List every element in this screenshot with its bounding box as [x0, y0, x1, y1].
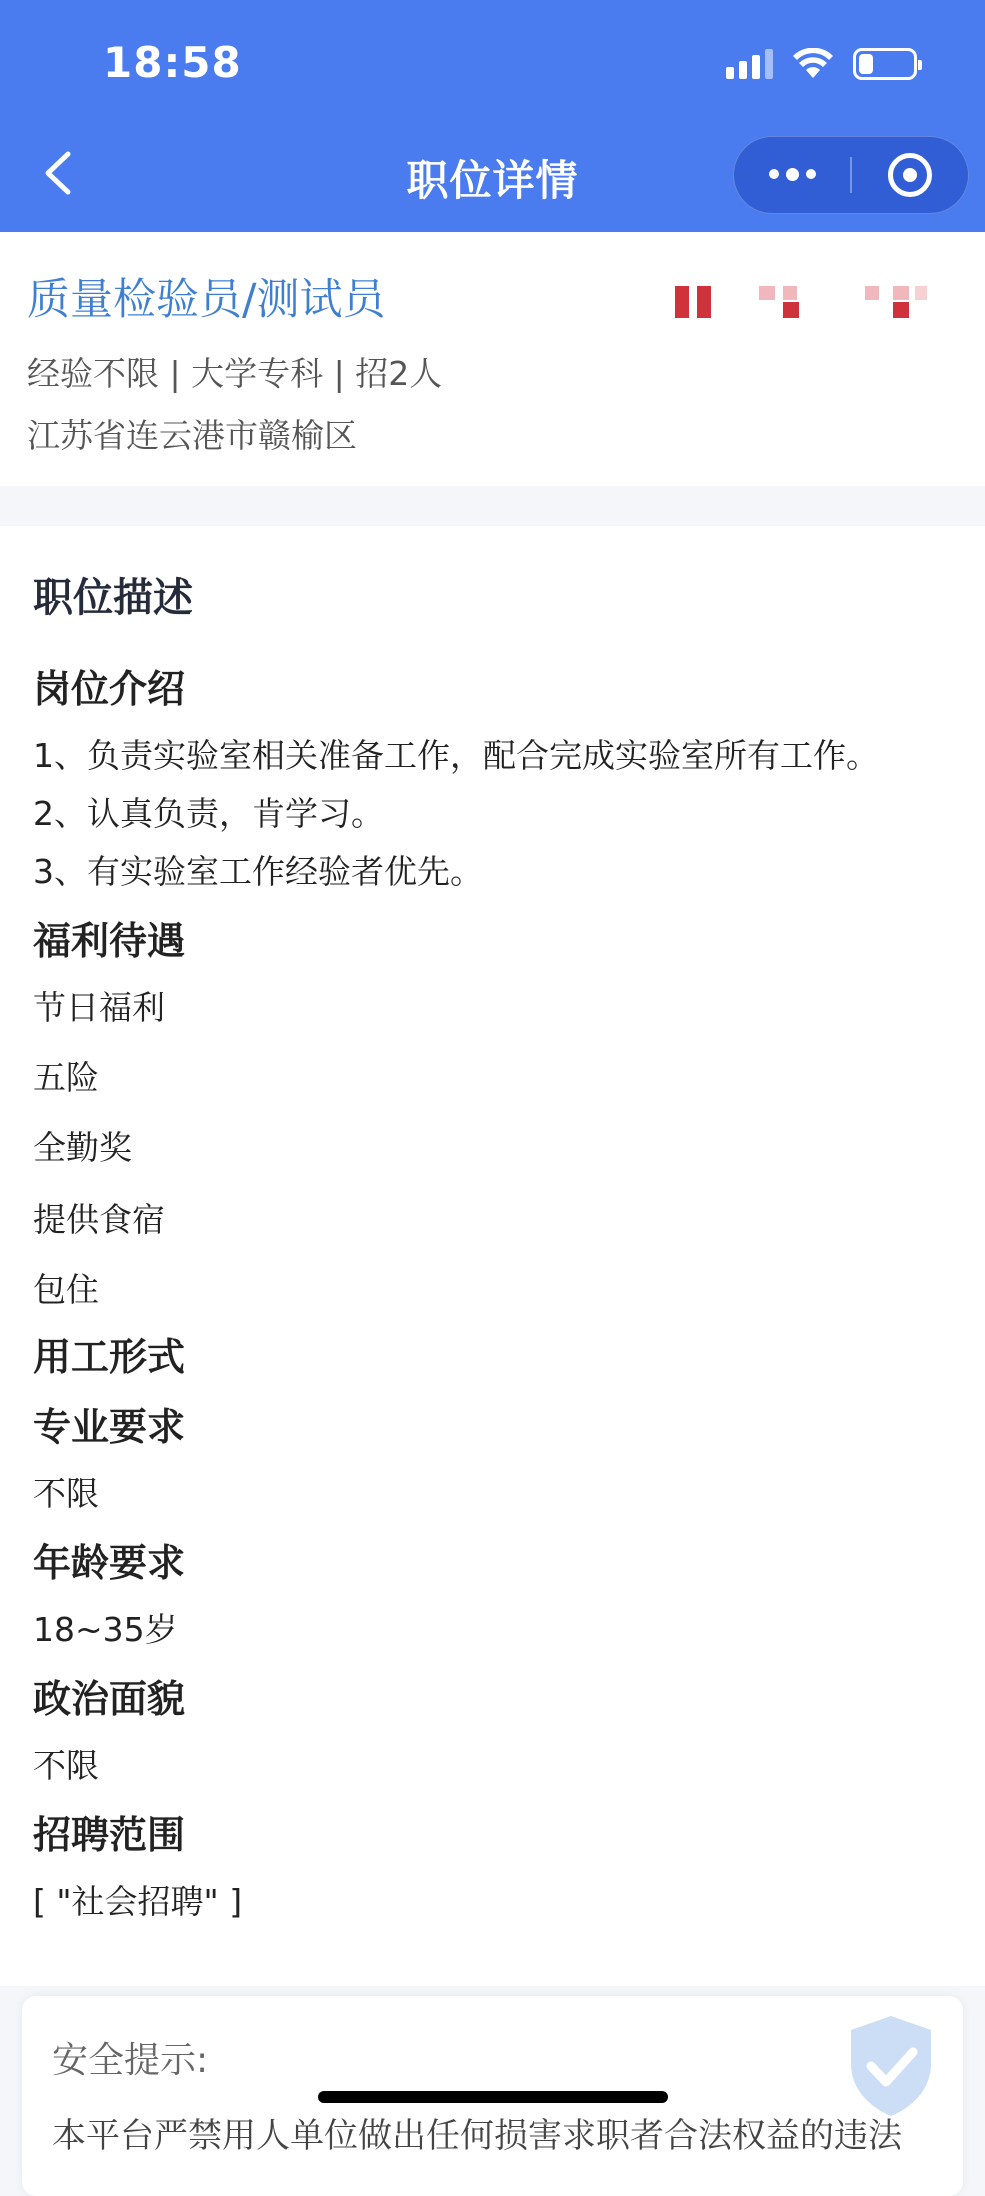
major-value: 不限	[33, 1474, 99, 1513]
safety-title: 安全提示:	[52, 2040, 209, 2081]
mini-program-capsule	[733, 136, 969, 214]
job-title: 质量检验员/测试员	[27, 275, 386, 325]
home-indicator	[318, 2091, 668, 2103]
description-heading: 职位描述	[33, 575, 193, 621]
more-button[interactable]	[734, 136, 850, 214]
intro-line: 2、认真负责，肯学习。	[33, 794, 384, 833]
benefit-item: 五险	[33, 1058, 99, 1097]
job-location: 江苏省连云港市赣榆区	[27, 416, 357, 455]
safety-text: 本平台严禁用人单位做出任何损害求职者合法权益的违法	[52, 2116, 902, 2156]
employment-heading: 用工形式	[33, 1335, 186, 1379]
nav-header	[0, 0, 985, 232]
scope-heading: 招聘范围	[33, 1813, 186, 1857]
political-value: 不限	[33, 1746, 99, 1785]
benefit-item: 节日福利	[33, 988, 165, 1027]
intro-line: 1、负责实验室相关准备工作，配合完成实验室所有工作。	[33, 736, 879, 775]
salary-redacted	[665, 286, 965, 326]
battery-icon	[853, 48, 917, 80]
page-title: 职位详情	[406, 156, 579, 205]
benefit-item: 全勤奖	[33, 1128, 132, 1167]
job-meta: 经验不限 | 大学专科 | 招2人	[27, 354, 443, 393]
intro-heading: 岗位介绍	[33, 667, 186, 711]
benefit-item: 包住	[33, 1270, 99, 1309]
status-time: 18:58	[103, 38, 242, 87]
scope-value: [ "社会招聘" ]	[33, 1882, 243, 1921]
political-heading: 政治面貌	[33, 1677, 186, 1721]
close-program-button[interactable]	[852, 136, 968, 214]
status-icons	[726, 48, 917, 80]
age-value: 18~35岁	[33, 1610, 178, 1649]
job-description	[0, 526, 985, 1986]
signal-icon	[726, 49, 773, 79]
age-heading: 年龄要求	[33, 1541, 186, 1585]
shield-check-icon	[841, 2010, 941, 2120]
intro-line: 3、有实验室工作经验者优先。	[33, 852, 483, 891]
target-icon	[888, 153, 932, 197]
wifi-icon	[793, 48, 833, 80]
more-icon	[769, 169, 816, 181]
benefit-item: 提供食宿	[33, 1200, 165, 1239]
benefits-heading: 福利待遇	[33, 919, 186, 963]
major-heading: 专业要求	[33, 1405, 186, 1449]
job-summary-card	[0, 232, 985, 486]
